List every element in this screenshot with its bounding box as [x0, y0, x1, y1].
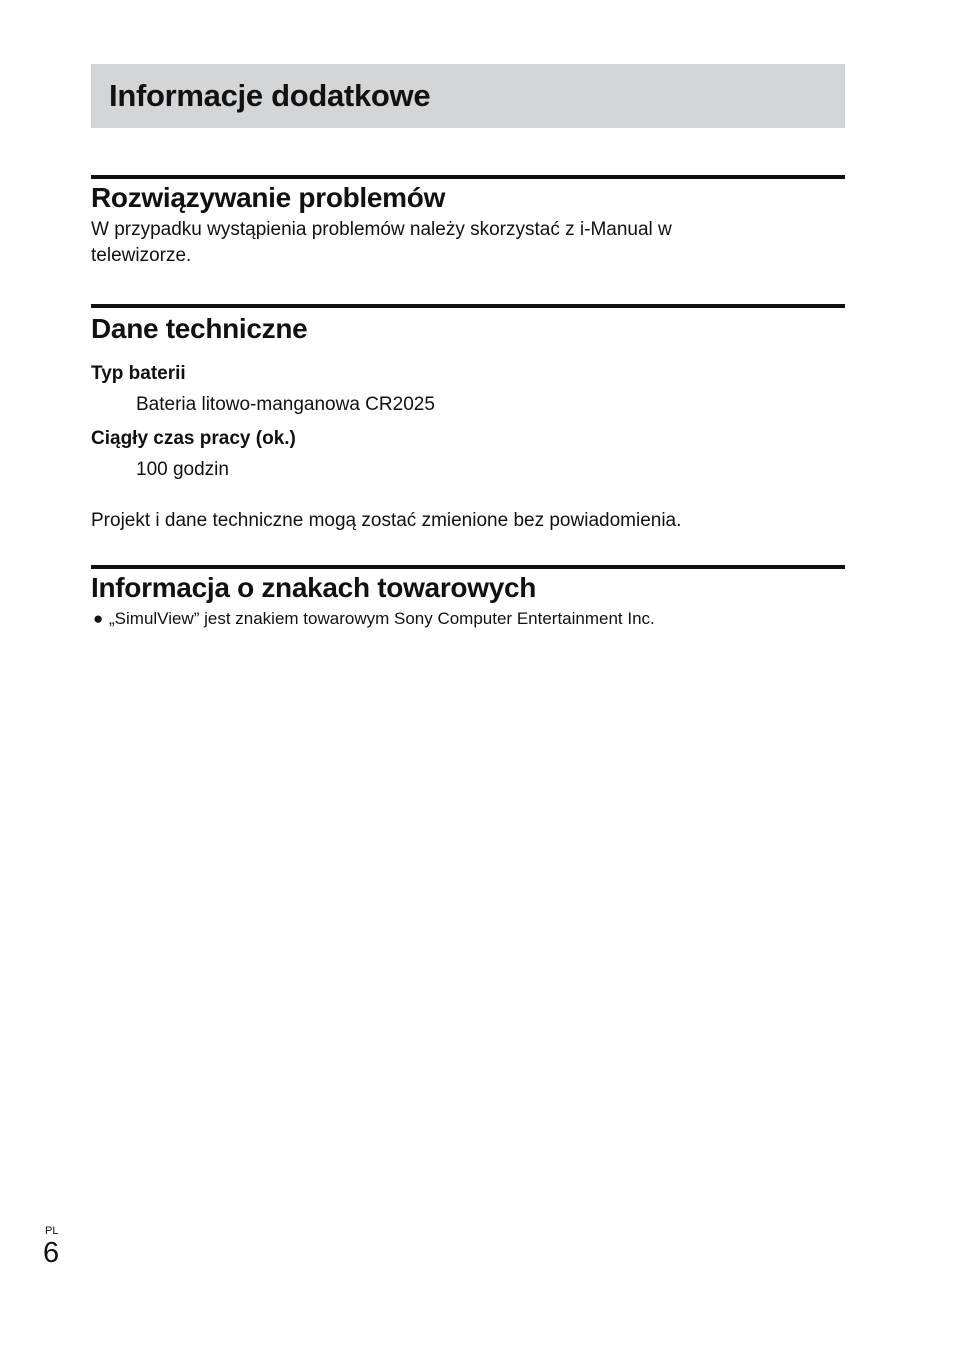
chapter-title: Informacje dodatkowe: [109, 78, 431, 113]
specifications-section: [91, 304, 845, 534]
page-language-code: PL: [45, 1225, 59, 1237]
trademarks-list: [91, 607, 845, 631]
list-item: [91, 607, 845, 631]
trademarks-heading: Informacja o znakach towarowych: [91, 572, 537, 603]
trademark-text: „SimulView” jest znakiem towarowym Sony Computer Entertainment Inc.: [109, 609, 655, 628]
troubleshooting-section: [91, 175, 845, 269]
specifications-note: Projekt i dane techniczne mogą zostać zmienione bez powiadomienia.: [91, 510, 682, 531]
specifications-heading: Dane techniczne: [91, 313, 308, 344]
bullet-icon: ●: [93, 609, 104, 628]
spec-term-operating-time: Ciągły czas pracy (ok.): [91, 428, 296, 449]
chapter-banner: [91, 64, 845, 128]
spec-value-battery-type: Bateria litowo-manganowa CR2025: [136, 394, 435, 415]
spec-value-operating-time: 100 godzin: [136, 459, 229, 480]
troubleshooting-heading: Rozwiązywanie problemów: [91, 182, 446, 213]
troubleshooting-text: W przypadku wystąpienia problemów należy skorzystać z i-Manual w telewizorze.: [91, 219, 672, 266]
trademarks-section: [91, 565, 845, 631]
page-number: 6: [43, 1237, 60, 1269]
spec-term-battery-type: Typ baterii: [91, 363, 186, 384]
